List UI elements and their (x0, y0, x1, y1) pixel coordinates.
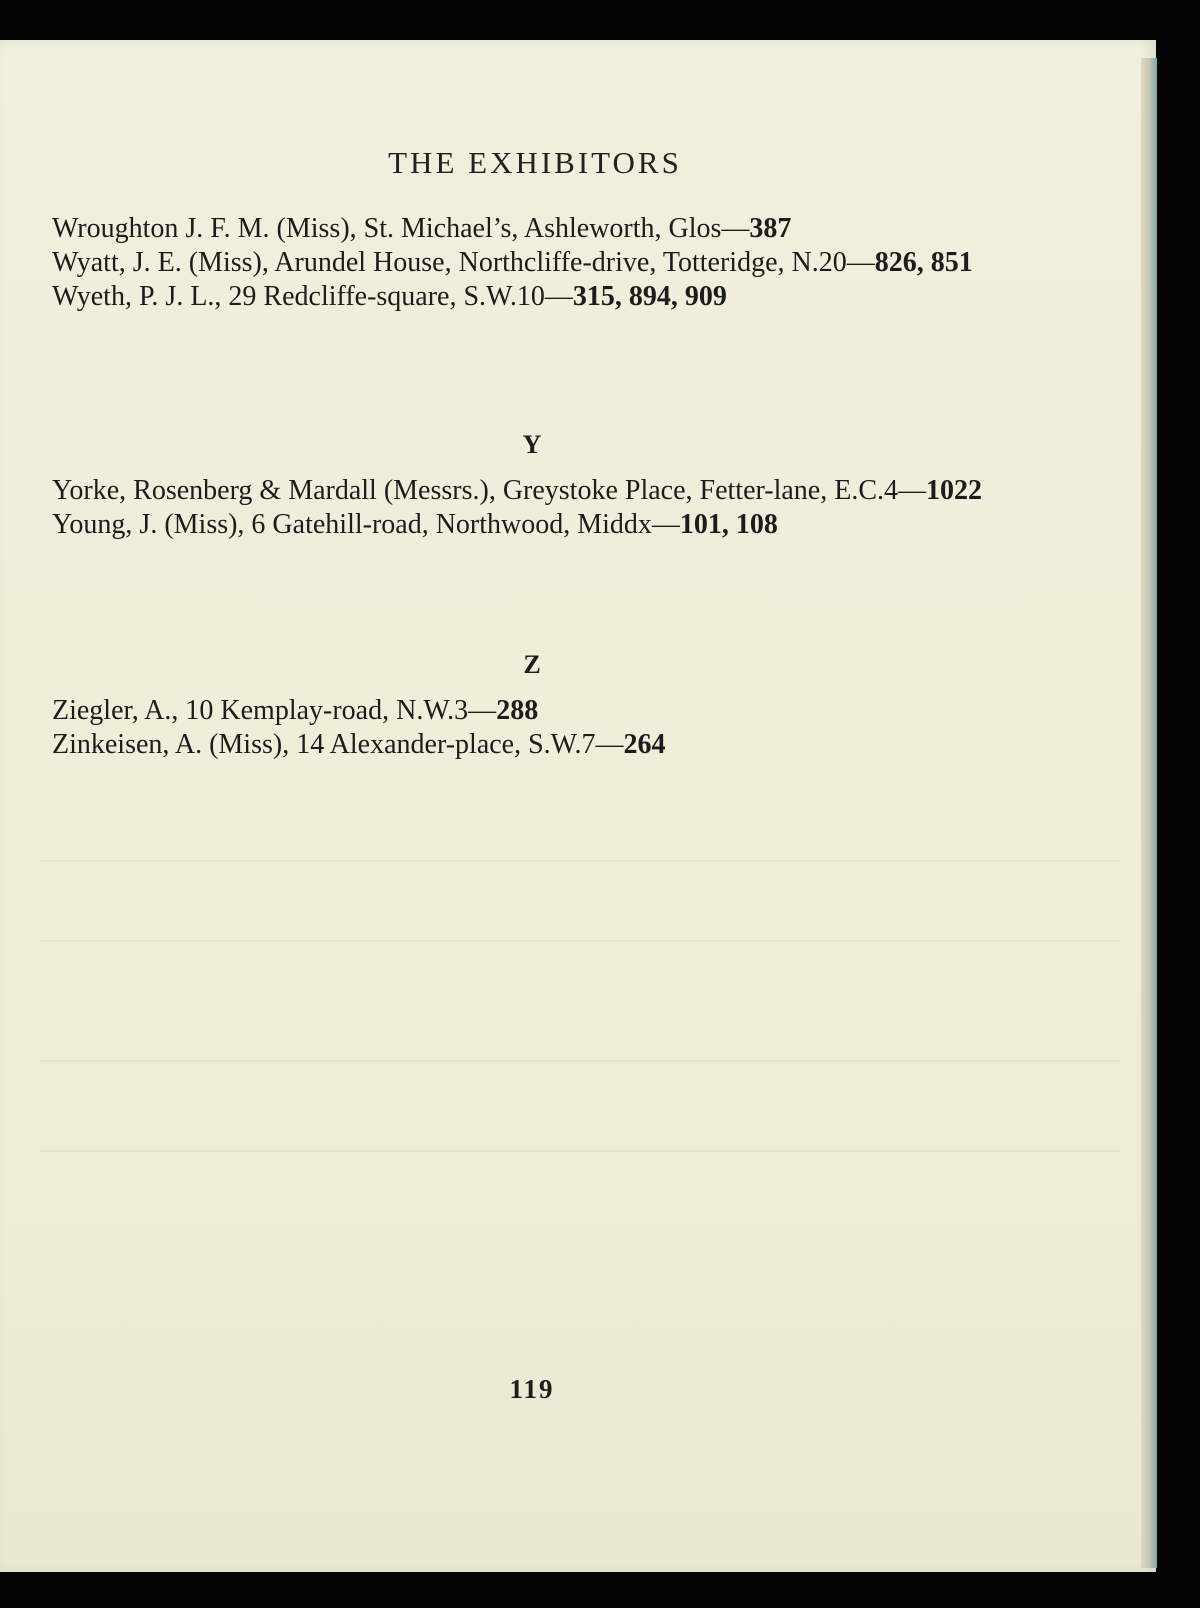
section-w-entries (52, 212, 1052, 314)
entry-wyeth (52, 280, 1052, 314)
entry-text: Zinkeisen, A. (Miss), 14 Alexander-place, S.W.7— (52, 729, 624, 760)
show-through-line (40, 860, 1120, 862)
entry-young (52, 508, 1052, 542)
entry-numbers: 288 (496, 695, 539, 726)
section-letter-z: Z (523, 650, 541, 679)
section-y-entries (52, 474, 1052, 542)
entry-text: Yorke, Rosenberg & Mardall (Messrs.), Greystoke Place, Fetter-lane, E.C.4— (52, 475, 927, 506)
show-through-line (40, 940, 1120, 942)
entry-numbers: 1022 (926, 475, 983, 506)
page-number: 119 (509, 1374, 555, 1404)
entry-text: Wroughton J. F. M. (Miss), St. Michael’s, Ashleworth, Glos— (52, 213, 750, 244)
entry-text: Wyeth, P. J. L., 29 Redcliffe-square, S.W.10— (52, 281, 573, 312)
running-head: THE EXHIBITORS (388, 145, 682, 180)
entry-text: Young, J. (Miss), 6 Gatehill-road, Northwood, Middx— (52, 509, 680, 540)
show-through-line (40, 1150, 1120, 1152)
entry-ziegler (52, 694, 1052, 728)
entry-numbers: 315, 894, 909 (572, 281, 727, 312)
entry-yorke (52, 474, 1052, 508)
entry-numbers: 264 (623, 729, 666, 760)
entry-text: Wyatt, J. E. (Miss), Arundel House, Northcliffe-drive, Totteridge, N.20— (52, 247, 875, 278)
entry-numbers: 101, 108 (679, 509, 778, 540)
show-through-line (40, 1060, 1120, 1062)
entry-wroughton (52, 212, 1052, 246)
entry-numbers: 826, 851 (874, 247, 973, 278)
section-letter-y: Y (522, 430, 542, 459)
entry-text: Ziegler, A., 10 Kemplay-road, N.W.3— (52, 695, 497, 726)
entry-wyatt (52, 246, 1052, 280)
page-edge (1141, 58, 1157, 1568)
entry-zinkeisen (52, 728, 1052, 762)
entry-numbers: 387 (749, 213, 792, 244)
section-z-entries (52, 694, 1052, 762)
